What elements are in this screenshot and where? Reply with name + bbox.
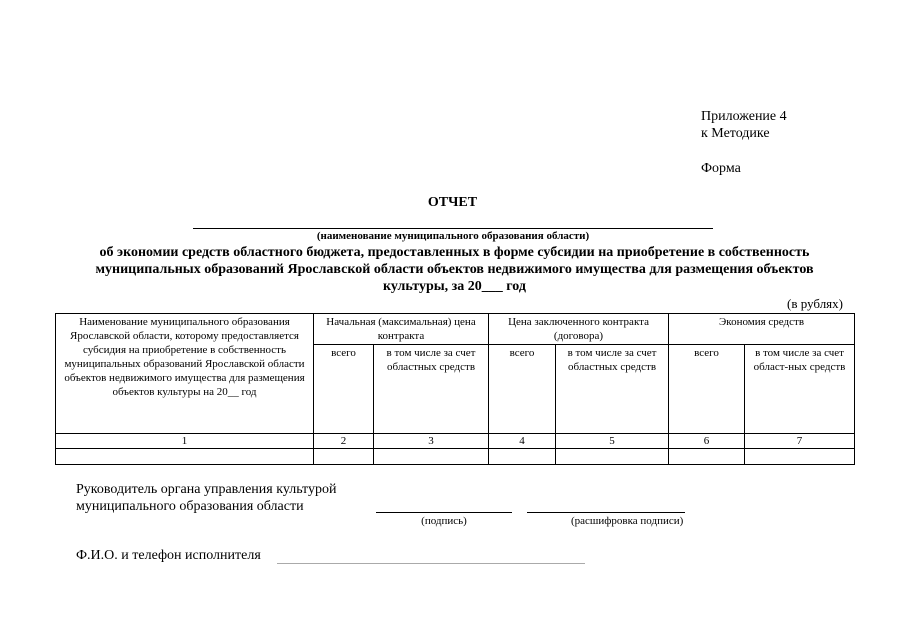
table-row: [56, 449, 855, 465]
subtitle-line: об экономии средств областного бюджета, предоставленных в форме субсидии на приобретение в собственность: [99, 245, 810, 260]
form-label: Форма: [701, 161, 741, 176]
document-title: ОТЧЕТ: [427, 195, 478, 210]
column-number: 1: [56, 434, 314, 449]
subheader-regional: в том числе за счет област-ных средств: [745, 345, 855, 434]
subtitle-line: муниципальных образований Ярославской области объектов недвижимого имущества для размещения объектов: [95, 262, 814, 277]
signature-block: [76, 481, 336, 515]
column-number: 5: [556, 434, 669, 449]
annex-number: Приложение 4: [701, 109, 787, 124]
header-initial-price: Начальная (максимальная) цена контракта: [314, 314, 489, 345]
signature-line: [376, 512, 512, 513]
subheader-total: всего: [489, 345, 556, 434]
column-number: 2: [314, 434, 374, 449]
subheader-total: всего: [669, 345, 745, 434]
table-header-row: [56, 314, 855, 345]
column-number: 3: [374, 434, 489, 449]
report-table: [55, 313, 855, 465]
municipality-name-line: [193, 228, 713, 229]
signature-title-line: Руководитель органа управления культурой: [76, 482, 337, 497]
signature-decode-line: [527, 512, 685, 513]
municipality-name-caption: (наименование муниципального образования области): [316, 230, 590, 242]
signature-title-line: муниципального образования области: [76, 499, 304, 514]
column-number: 7: [745, 434, 855, 449]
table-cell: [374, 449, 489, 465]
column-number: 6: [669, 434, 745, 449]
executor-label: Ф.И.О. и телефон исполнителя: [76, 548, 261, 563]
table-cell: [745, 449, 855, 465]
table-cell: [556, 449, 669, 465]
subheader-regional: в том числе за счет областных средств: [556, 345, 669, 434]
signature-decode-caption: (расшифровка подписи): [571, 515, 684, 527]
column-number-row: [56, 434, 855, 449]
table-cell: [314, 449, 374, 465]
header-contract-price: Цена заключенного контракта (договора): [489, 314, 669, 345]
subheader-total: всего: [314, 345, 374, 434]
header-savings: Экономия средств: [669, 314, 855, 345]
annex-reference: к Методике: [701, 126, 770, 141]
report-subtitle: [52, 244, 857, 295]
table-cell: [669, 449, 745, 465]
subtitle-line: культуры, за 20___ год: [383, 279, 526, 294]
header-municipality-name: Наименование муниципального образования Ярославской области, которому предоставляется субсидия на приобретение в собственность муниципальных образований Ярославской области объектов недвижимого имущества для размещения объектов культуры на 20__ год: [56, 314, 314, 434]
subheader-regional: в том числе за счет областных средств: [374, 345, 489, 434]
table-cell: [489, 449, 556, 465]
column-number: 4: [489, 434, 556, 449]
units-label: (в рублях): [787, 296, 843, 311]
executor-line: [277, 563, 585, 564]
signature-caption: (подпись): [421, 515, 467, 527]
table-cell: [56, 449, 314, 465]
annex-block: [701, 108, 787, 177]
